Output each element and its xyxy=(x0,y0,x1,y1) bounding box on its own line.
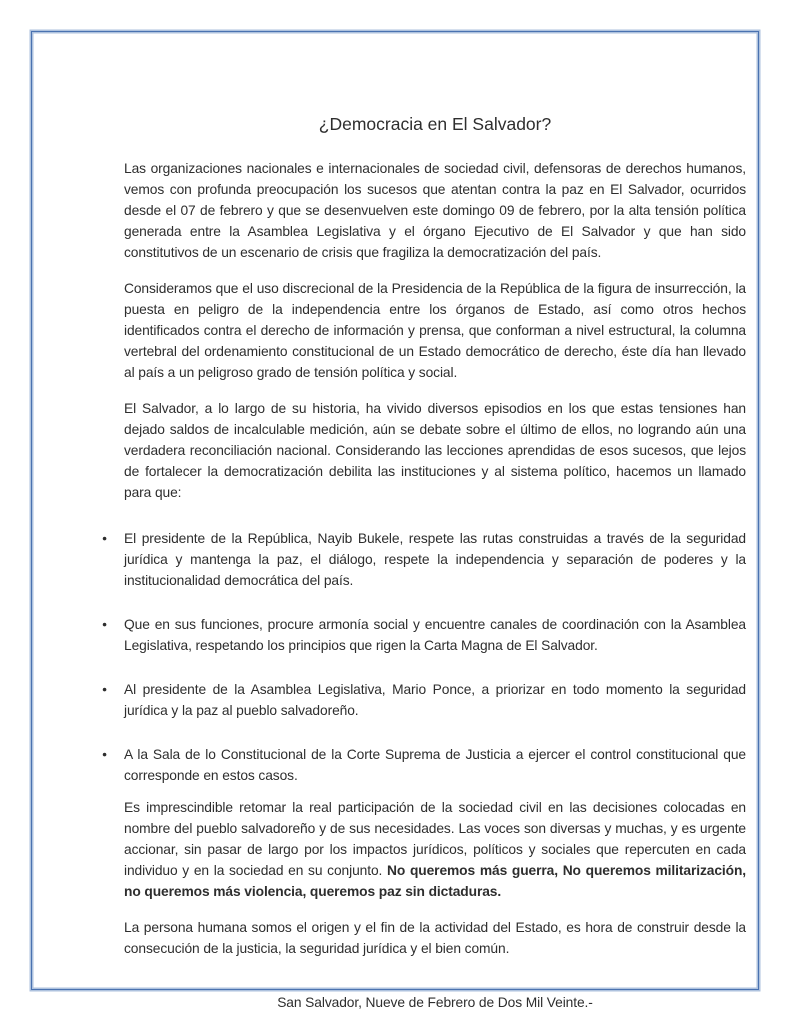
bullet-text: A la Sala de lo Constitucional de la Corte Suprema de Justicia a ejercer el control constitucional que corresponde en estos casos. xyxy=(124,747,746,783)
list-item xyxy=(100,528,746,591)
bullet-marker-icon: ● xyxy=(102,533,108,543)
list-item xyxy=(100,679,746,721)
document-title: ¿Democracia en El Salvador? xyxy=(318,114,552,134)
demands-bullet-list xyxy=(102,528,746,786)
bullet-text: El presidente de la República, Nayib Bukele, respete las rutas construidas a través de la seguridad jurídica y mantenga la paz, el diálogo, respete la independencia y separación de poderes y la institucionalidad democrática del país. xyxy=(124,531,746,588)
list-item xyxy=(100,614,746,656)
paragraph-history: El Salvador, a lo largo de su historia, ha vivido diversos episodios en los que estas tensiones han dejado saldos de incalculable medición, aún se debate sobre el último de ellos, no logrando aún una verdadera reconciliación nacional. Considerando las lecciones aprendidas de esos sucesos, que lejos de fortalecer la democratización debilita las instituciones y al sistema político, hacemos un llamado para que: xyxy=(124,401,746,500)
page-border-frame xyxy=(31,31,759,1010)
bullet-marker-icon: ● xyxy=(102,619,108,629)
list-item xyxy=(100,744,746,786)
bullet-marker-icon: ● xyxy=(102,749,108,759)
paragraph-bold-text: No queremos más guerra, No queremos militarización, no queremos más violencia, queremos paz sin dictaduras. xyxy=(124,863,747,899)
paragraph-closing: La persona humana somos el origen y el fin de la actividad del Estado, es hora de construir desde la consecución de la justicia, la seguridad jurídica y el bien común. xyxy=(124,920,746,956)
document-content xyxy=(102,112,747,1013)
bullet-text: Al presidente de la Asamblea Legislativa, Mario Ponce, a priorizar en todo momento la seguridad jurídica y la paz al pueblo salvadoreño. xyxy=(124,682,746,718)
bullet-text: Que en sus funciones, procure armonía social y encuentre canales de coordinación con la Asamblea Legislativa, respetando los principios que rigen la Carta Magna de El Salvador. xyxy=(124,617,746,653)
paragraph-normal-text: Es imprescindible retomar la real participación de la sociedad civil en las decisiones colocadas en nombre del pueblo salvadoreño y de sus necesidades. Las voces son diversas y muchas, y es urgente accionar, sin pasar de largo por los impactos jurídicos, políticos y sociales que repercuten en cada individuo y en la sociedad en su conjunto. xyxy=(124,800,746,878)
dateline: San Salvador, Nueve de Febrero de Dos Mil Veinte.- xyxy=(277,995,593,1010)
bullet-marker-icon: ● xyxy=(102,684,108,694)
paragraph-intro: Las organizaciones nacionales e internacionales de sociedad civil, defensoras de derechos humanos, vemos con profunda preocupación los sucesos que atentan contra la paz en El Salvador, ocurridos desde el 07 de febrero y que se desenvuelven este domingo 09 de febrero, por la alta tensión política generada entre la Asamblea Legislativa y el órgano Ejecutivo de El Salvador y que han sido constitutivos de un escenario de crisis que fragiliza la democratización del país. xyxy=(124,161,746,260)
paragraph-call-to-action xyxy=(124,797,746,902)
paragraph-consideration: Consideramos que el uso discrecional de la Presidencia de la República de la figura de insurrección, la puesta en peligro de la independencia entre los órganos de Estado, así como otros hechos identificados contra el derecho de información y prensa, que conforman a nivel estructural, la columna vertebral del ordenamiento constitucional de un Estado democrático de derecho, éste día han llevado al país a un peligroso grado de tensión política y social. xyxy=(124,281,746,380)
